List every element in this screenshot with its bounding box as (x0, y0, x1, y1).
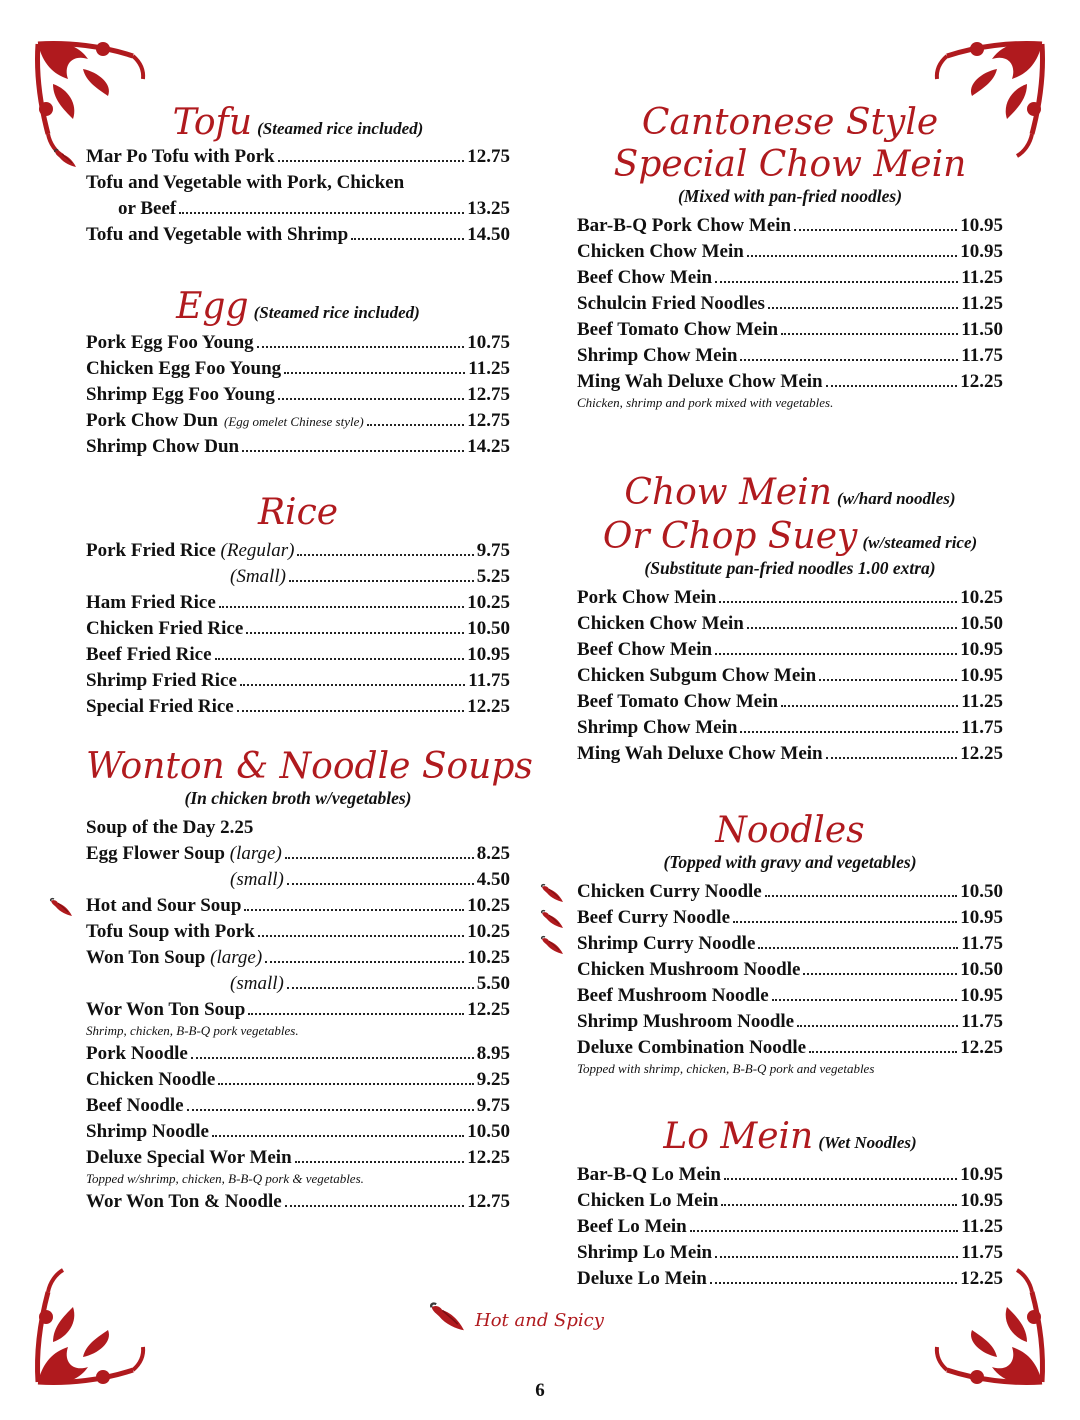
item-price: 14.50 (467, 223, 510, 245)
item-name: Schulcin Fried Noodles (577, 292, 765, 314)
menu-item (577, 267, 1003, 293)
item-price: 10.95 (960, 214, 1003, 236)
item-name: Shrimp Chow Dun (86, 435, 240, 457)
item-name: Won Ton Soup (86, 946, 206, 968)
menu-item (577, 587, 1003, 613)
item-name: (small) (230, 972, 284, 994)
section-title-tofu (86, 104, 510, 142)
item-price: 12.25 (960, 370, 1003, 392)
menu-item (86, 999, 510, 1025)
item-name: Chicken Fried Rice (86, 617, 244, 639)
item-name: Ming Wah Deluxe Chow Mein (577, 742, 823, 764)
item-name: Deluxe Lo Mein (577, 1267, 707, 1289)
pepper-icon (539, 883, 565, 905)
item-name: Tofu and Vegetable with Pork, Chicken (86, 171, 405, 193)
menu-item (86, 843, 510, 869)
item-price: 11.25 (961, 292, 1003, 314)
item-price: 11.50 (961, 318, 1003, 340)
item-note: (Egg omelet Chinese style) (223, 413, 364, 429)
item-price: 14.25 (467, 435, 510, 457)
item-price: 11.75 (961, 716, 1003, 738)
item-name: Chicken Lo Mein (577, 1189, 719, 1211)
item-name: (Small) (230, 565, 286, 587)
item-price: 12.75 (467, 145, 510, 167)
pepper-icon (539, 909, 565, 931)
menu-item (86, 172, 510, 198)
page-number: 6 (535, 1380, 545, 1401)
section-title-noodles (577, 812, 1003, 850)
item-price: 10.95 (960, 240, 1003, 262)
item-price: 10.50 (960, 958, 1003, 980)
item-price: 10.95 (960, 906, 1003, 928)
section-title-lomein (577, 1118, 1003, 1156)
section-rice (86, 494, 510, 722)
item-name: Beef Chow Mein (577, 638, 713, 660)
item-price: 12.25 (467, 1146, 510, 1168)
egg-note: (Steamed rice included) (253, 303, 420, 322)
menu-item (86, 566, 510, 592)
tofu-items (86, 146, 510, 250)
menu-item (577, 1190, 1003, 1216)
section-title-soups (86, 746, 533, 787)
menu-item (86, 947, 510, 973)
item-name: Bar-B-Q Pork Chow Mein (577, 214, 792, 236)
menu-item (86, 198, 510, 224)
menu-item (86, 1121, 510, 1147)
rice-title: Rice (257, 492, 339, 533)
menu-item (86, 644, 510, 670)
item-name: Deluxe Combination Noodle (577, 1036, 807, 1058)
lomein-title: Lo Mein (663, 1116, 814, 1157)
menu-item (86, 1191, 510, 1217)
item-name: Shrimp Noodle (86, 1120, 209, 1142)
item-price: 10.95 (960, 1189, 1003, 1211)
item-name: Special Fried Rice (86, 695, 234, 717)
menu-item (86, 670, 510, 696)
item-name: or Beef (118, 197, 177, 219)
menu-item (86, 1069, 510, 1095)
item-price: 5.50 (476, 972, 510, 994)
menu-item (577, 691, 1003, 717)
item-price: 4.50 (476, 868, 510, 890)
item-name: Shrimp Chow Mein (577, 716, 738, 738)
section-title-chowmein (577, 474, 1003, 556)
section-lomein (577, 1118, 1003, 1294)
section-title-rice (86, 494, 510, 532)
menu-item (577, 1164, 1003, 1190)
menu-item (86, 618, 510, 644)
item-name: Pork Chow Mein (577, 586, 717, 608)
item-price: 9.25 (476, 1068, 510, 1090)
cantonese-subtitle: (Mixed with pan-fried noodles) (677, 185, 903, 206)
cantonese-items (577, 215, 1003, 411)
item-description: Topped w/shrimp, chicken, B-B-Q pork & vegetables. (86, 1170, 364, 1186)
menu-item (577, 1216, 1003, 1242)
item-price: 9.75 (476, 1094, 510, 1116)
section-chowmein (577, 474, 1003, 769)
menu-item (577, 293, 1003, 319)
tofu-title: Tofu (172, 102, 253, 143)
item-name: Pork Egg Foo Young (86, 331, 254, 353)
menu-item (86, 436, 510, 462)
lomein-note: (Wet Noodles) (818, 1133, 917, 1152)
item-price: 9.75 (476, 539, 510, 561)
menu-item (86, 224, 510, 250)
menu-item (577, 881, 1003, 907)
menu-item (577, 241, 1003, 267)
corner-ornament-bottom-left (28, 1262, 148, 1392)
chowmein-note1: (w/hard noodles) (837, 489, 956, 508)
menu-item (577, 613, 1003, 639)
legend-label: Hot and Spicy (475, 1310, 604, 1331)
egg-title: Egg (176, 286, 249, 327)
item-size: (large) (229, 842, 282, 864)
chowmein-title-line1: Chow Mein (624, 472, 832, 513)
menu-item (577, 639, 1003, 665)
item-name: Beef Lo Mein (577, 1215, 687, 1237)
item-price: 13.25 (467, 197, 510, 219)
menu-item (577, 985, 1003, 1011)
item-price: 12.75 (467, 383, 510, 405)
lomein-items (577, 1164, 1003, 1294)
menu-item (577, 319, 1003, 345)
soups-items (86, 817, 510, 1217)
item-name: Beef Fried Rice (86, 643, 212, 665)
item-name: Hot and Sour Soup (86, 894, 242, 916)
chowmein-items (577, 587, 1003, 769)
item-price: 10.25 (467, 920, 510, 942)
item-price: 10.50 (467, 1120, 510, 1142)
item-price: 11.75 (961, 344, 1003, 366)
item-name: Beef Chow Mein (577, 266, 713, 288)
item-name: Beef Tomato Chow Mein (577, 318, 779, 340)
item-name: Beef Tomato Chow Mein (577, 690, 779, 712)
item-name: Egg Flower Soup (86, 842, 226, 864)
menu-item (577, 717, 1003, 743)
item-size: (large) (210, 946, 263, 968)
item-price: 8.25 (476, 842, 510, 864)
item-name: Ham Fried Rice (86, 591, 216, 613)
section-title-egg (86, 288, 510, 326)
item-name: Pork Noodle (86, 1042, 188, 1064)
item-name: (small) (230, 868, 284, 890)
cantonese-title-line1: Cantonese Style (641, 102, 939, 143)
noodles-items (577, 881, 1003, 1077)
item-price: 11.25 (961, 266, 1003, 288)
cantonese-title-line2: Special Chow Mein (613, 143, 967, 185)
item-name: Chicken Egg Foo Young (86, 357, 282, 379)
item-price: 10.95 (960, 1163, 1003, 1185)
item-price: 11.75 (961, 1010, 1003, 1032)
item-name: Wor Won Ton & Noodle (86, 1190, 282, 1212)
item-price: 10.50 (960, 880, 1003, 902)
pepper-icon (48, 897, 74, 919)
pepper-icon (539, 935, 565, 957)
item-price: 10.75 (467, 331, 510, 353)
menu-item (86, 146, 510, 172)
item-name: Chicken Chow Mein (577, 240, 744, 262)
item-name: Chicken Noodle (86, 1068, 216, 1090)
item-description: Chicken, shrimp and pork mixed with vegetables. (577, 394, 834, 410)
item-price: 8.95 (476, 1042, 510, 1064)
menu-item (577, 1242, 1003, 1268)
item-size: (Regular) (220, 539, 295, 561)
noodles-subtitle: (Topped with gravy and vegetables) (663, 851, 917, 872)
item-name: Chicken Mushroom Noodle (577, 958, 801, 980)
item-price: 5.25 (476, 565, 510, 587)
item-price: 11.25 (468, 357, 510, 379)
item-price: 11.25 (961, 1215, 1003, 1237)
menu-item (86, 895, 510, 921)
item-name: Shrimp Lo Mein (577, 1241, 713, 1263)
item-name: Pork Chow Dun (86, 409, 218, 431)
item-name: Shrimp Egg Foo Young (86, 383, 275, 405)
item-name: Chicken Subgum Chow Mein (577, 664, 817, 686)
item-name: Shrimp Fried Rice (86, 669, 237, 691)
menu-item (86, 1095, 510, 1121)
section-tofu (86, 104, 510, 250)
section-soups (86, 746, 533, 1217)
item-name: Wor Won Ton Soup (86, 998, 246, 1020)
section-noodles (577, 812, 1003, 1081)
item-price: 11.25 (961, 690, 1003, 712)
item-price: 10.25 (467, 894, 510, 916)
item-name: Bar-B-Q Lo Mein (577, 1163, 721, 1185)
soups-subtitle: (In chicken broth w/vegetables) (184, 787, 412, 808)
section-cantonese (577, 104, 1003, 415)
pepper-icon (52, 148, 78, 170)
chowmein-note2: (w/steamed rice) (862, 532, 978, 552)
menu-item (577, 1268, 1003, 1294)
item-price: 12.75 (467, 409, 510, 431)
item-price: 12.25 (467, 695, 510, 717)
menu-item (86, 869, 510, 895)
menu-item (86, 540, 510, 566)
pepper-icon (427, 1298, 467, 1343)
rice-items (86, 540, 510, 722)
item-price: 12.25 (960, 1036, 1003, 1058)
item-price: 10.95 (960, 638, 1003, 660)
item-price: 10.25 (960, 586, 1003, 608)
item-name: Chicken Chow Mein (577, 612, 744, 634)
item-name: Tofu Soup with Pork (86, 920, 255, 942)
item-name: Chicken Curry Noodle (577, 880, 762, 902)
chowmein-subtitle: (Substitute pan-fried noodles 1.00 extra) (644, 557, 936, 578)
item-description: Shrimp, chicken, B-B-Q pork vegetables. (86, 1022, 299, 1038)
menu-item (577, 665, 1003, 691)
item-price: 12.25 (960, 742, 1003, 764)
egg-items (86, 332, 510, 462)
item-name: Shrimp Mushroom Noodle (577, 1010, 795, 1032)
item-price: 12.25 (467, 998, 510, 1020)
item-name: Tofu and Vegetable with Shrimp (86, 223, 349, 245)
item-price: 10.95 (960, 984, 1003, 1006)
menu-item (577, 345, 1003, 371)
item-name: Shrimp Chow Mein (577, 344, 738, 366)
menu-item (86, 358, 510, 384)
menu-item (86, 384, 510, 410)
item-price: 10.95 (960, 664, 1003, 686)
item-price: 10.25 (467, 591, 510, 613)
item-name: Beef Mushroom Noodle (577, 984, 769, 1006)
menu-item (577, 1037, 1003, 1063)
item-description: Topped with shrimp, chicken, B-B-Q pork and vegetables (577, 1060, 875, 1076)
section-egg (86, 288, 510, 462)
menu-item (577, 959, 1003, 985)
noodles-title: Noodles (715, 810, 865, 851)
item-price: 11.75 (961, 1241, 1003, 1263)
item-name: Shrimp Curry Noodle (577, 932, 756, 954)
menu-item (577, 215, 1003, 241)
item-price: 10.50 (467, 617, 510, 639)
tofu-note: (Steamed rice included) (257, 119, 424, 138)
menu-item (86, 1147, 510, 1173)
chowmein-title-line2: Or Chop Suey (602, 515, 858, 557)
menu-item (577, 907, 1003, 933)
hot-spicy-legend (427, 1298, 604, 1343)
item-price: 11.75 (961, 932, 1003, 954)
item-price: 10.95 (467, 643, 510, 665)
menu-item (86, 696, 510, 722)
item-name: Beef Noodle (86, 1094, 184, 1116)
item-name: Mar Po Tofu with Pork (86, 145, 275, 167)
item-price: 11.75 (468, 669, 510, 691)
item-name: Beef Curry Noodle (577, 906, 731, 928)
menu-item (86, 332, 510, 358)
menu-item (577, 371, 1003, 397)
menu-item (86, 973, 510, 999)
menu-item (86, 1043, 510, 1069)
soups-title: Wonton & Noodle Soups (86, 746, 533, 787)
section-title-cantonese (577, 104, 1003, 184)
item-name: Ming Wah Deluxe Chow Mein (577, 370, 823, 392)
menu-item (86, 592, 510, 618)
menu-item (86, 410, 510, 436)
menu-item (86, 921, 510, 947)
menu-item (577, 1011, 1003, 1037)
item-price: 12.25 (960, 1267, 1003, 1289)
item-name: Pork Fried Rice (86, 539, 216, 561)
item-name: Deluxe Special Wor Mein (86, 1146, 292, 1168)
item-name: Soup of the Day 2.25 (86, 816, 254, 838)
item-price: 10.25 (467, 946, 510, 968)
menu-item (577, 933, 1003, 959)
item-price: 12.75 (467, 1190, 510, 1212)
menu-item (86, 817, 510, 843)
menu-item (577, 743, 1003, 769)
item-price: 10.50 (960, 612, 1003, 634)
